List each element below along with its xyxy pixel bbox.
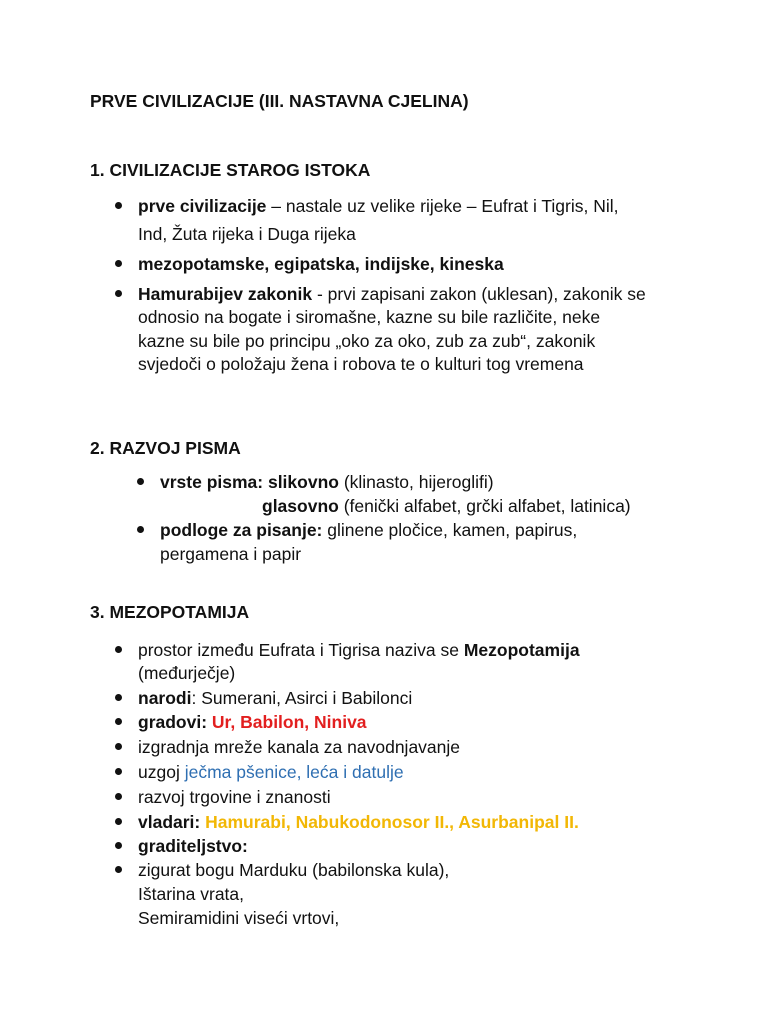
item-text: : Sumerani, Asirci i Babilonci (191, 688, 413, 708)
bullet-icon (115, 646, 122, 653)
crops-highlight: ječma pšenice, leća i datulje (184, 762, 404, 782)
bullet-icon (137, 478, 144, 485)
bullet-icon (115, 718, 122, 725)
item-text: svjedoči o položaju žena i robova te o kulturi tog vremena (138, 354, 584, 374)
item-text: prostor između Eufrata i Tigrisa naziva se (138, 640, 464, 660)
rulers-highlight: Hamurabi, Nabukodonosor II., Asurbanipal II. (205, 812, 579, 832)
item-text: – nastale uz velike rijeke – Eufrat i Tigris, Nil, (266, 196, 619, 216)
document-title: PRVE CIVILIZACIJE (III. NASTAVNA CJELINA) (90, 91, 469, 111)
item-term: glasovno (262, 496, 339, 516)
item-text: (klinasto, hijeroglifi) (338, 472, 494, 492)
bullet-icon (115, 768, 122, 775)
item-text: razvoj trgovine i znanosti (138, 787, 331, 807)
cities-highlight: Ur, Babilon, Niniva (211, 712, 367, 732)
item-term: vladari: (138, 812, 201, 832)
bullet-icon (115, 743, 122, 750)
item-term: mezopotamske, egipatska, indijske, kineska (138, 254, 504, 274)
item-text: Ištarina vrata, (138, 884, 245, 904)
bullet-icon (115, 260, 122, 267)
item-text: izgradnja mreže kanala za navodnjavanje (138, 737, 461, 757)
item-text: uzgoj (138, 762, 185, 782)
item-text: Ind, Žuta rijeka i Duga rijeka (138, 224, 356, 244)
section-heading-3: 3. MEZOPOTAMIJA (90, 602, 250, 622)
bullet-icon (115, 202, 122, 209)
item-term: gradovi: (138, 712, 208, 732)
item-term: graditeljstvo: (138, 836, 248, 856)
item-text: Semiramidini viseći vrtovi, (138, 908, 340, 928)
item-term: Hamurabijev zakonik (138, 284, 313, 304)
bullet-icon (137, 526, 144, 533)
item-text: zigurat bogu Marduku (babilonska kula), (138, 860, 450, 880)
item-term: Mezopotamija (463, 640, 580, 660)
item-text: (fenički alfabet, grčki alfabet, latinica) (338, 496, 631, 516)
item-term: narodi (138, 688, 192, 708)
bullet-icon (115, 818, 122, 825)
bullet-icon (115, 842, 122, 849)
item-text: pergamena i papir (160, 544, 302, 564)
item-text: kazne su bile po principu „oko za oko, zub za zub“, zakonik (138, 331, 596, 351)
item-text: (međurječje) (138, 663, 236, 683)
bullet-icon (115, 290, 122, 297)
item-term: prve civilizacije (138, 196, 267, 216)
item-text: glinene pločice, kamen, papirus, (322, 520, 578, 540)
bullet-icon (115, 793, 122, 800)
item-text: odnosio na bogate i siromašne, kazne su bile različite, neke (138, 307, 601, 327)
bullet-icon (115, 694, 122, 701)
section-heading-2: 2. RAZVOJ PISMA (90, 438, 241, 458)
section-heading-1: 1. CIVILIZACIJE STAROG ISTOKA (90, 160, 371, 180)
item-term: podloge za pisanje: (160, 520, 323, 540)
item-term: vrste pisma: slikovno (160, 472, 339, 492)
item-text: - prvi zapisani zakon (uklesan), zakonik se (312, 284, 646, 304)
bullet-icon (115, 866, 122, 873)
